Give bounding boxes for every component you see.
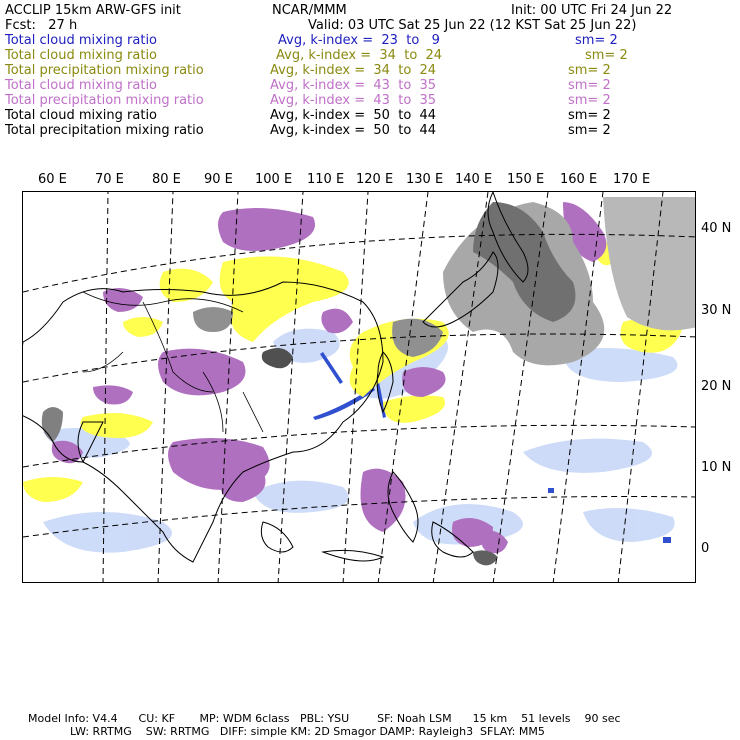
lon-label: 130 E <box>406 172 444 187</box>
lon-label: 60 E <box>38 172 67 187</box>
legend-field-avg: Avg, k-index = 50 to 44 <box>270 108 437 123</box>
lon-label: 120 E <box>356 172 394 187</box>
title-center: NCAR/MMM <box>272 3 347 18</box>
legend-field-avg: Avg, k-index = 50 to 44 <box>270 123 437 138</box>
legend-field-sm: sm= 2 <box>568 123 611 138</box>
lat-label: 40 N <box>701 221 732 236</box>
legend-field-avg: Avg, k-index = 43 to 35 <box>270 93 437 108</box>
footer-physics-info: LW: RRTMG SW: RRTMG DIFF: simple KM: 2D Smagor DAMP: Rayleigh3 SFLAY: MM5 <box>70 725 545 738</box>
lon-label: 140 E <box>455 172 493 187</box>
legend-field-name: Total precipitation mixing ratio <box>5 93 204 108</box>
legend-field-avg: Avg, k-index = 23 to 9 <box>278 33 440 48</box>
legend-field-sm: sm= 2 <box>585 48 628 63</box>
forecast-hour: Fcst: 27 h <box>5 18 78 33</box>
legend-field-avg: Avg, k-index = 34 to 24 <box>276 48 443 63</box>
legend-field-name: Total cloud mixing ratio <box>5 108 158 123</box>
legend-field-name: Total precipitation mixing ratio <box>5 123 204 138</box>
init-time: Init: 00 UTC Fri 24 Jun 22 <box>511 3 673 18</box>
legend-field-sm: sm= 2 <box>568 93 611 108</box>
lon-label: 170 E <box>613 172 651 187</box>
lon-label: 110 E <box>307 172 345 187</box>
lon-label: 150 E <box>507 172 545 187</box>
legend-field-name: Total cloud mixing ratio <box>5 78 158 93</box>
valid-time: Valid: 03 UTC Sat 25 Jun 22 (12 KST Sat 25 Jun 22) <box>308 18 637 33</box>
lon-label: 80 E <box>152 172 181 187</box>
lon-label: 70 E <box>95 172 124 187</box>
legend-field-sm: sm= 2 <box>575 33 618 48</box>
lon-label: 90 E <box>204 172 233 187</box>
legend-field-avg: Avg, k-index = 34 to 24 <box>270 63 437 78</box>
lat-label: 30 N <box>701 303 732 318</box>
legend-field-sm: sm= 2 <box>568 78 611 93</box>
title-left: ACCLIP 15km ARW-GFS init <box>5 3 181 18</box>
lat-label: 10 N <box>701 460 732 475</box>
map-canvas <box>23 192 696 583</box>
legend-field-sm: sm= 2 <box>568 63 611 78</box>
lat-label: 20 N <box>701 379 732 394</box>
legend-field-sm: sm= 2 <box>568 108 611 123</box>
legend-field-name: Total precipitation mixing ratio <box>5 63 204 78</box>
lat-label: 0 <box>701 541 710 556</box>
legend-field-name: Total cloud mixing ratio <box>5 48 158 63</box>
map-panel <box>22 191 696 583</box>
footer-model-info: Model Info: V4.4 CU: KF MP: WDM 6class PBL: YSU SF: Noah LSM 15 km 51 levels 90 sec <box>28 712 621 725</box>
lon-label: 160 E <box>560 172 598 187</box>
lon-label: 100 E <box>255 172 293 187</box>
legend-field-avg: Avg, k-index = 43 to 35 <box>270 78 437 93</box>
legend-field-name: Total cloud mixing ratio <box>5 33 158 48</box>
